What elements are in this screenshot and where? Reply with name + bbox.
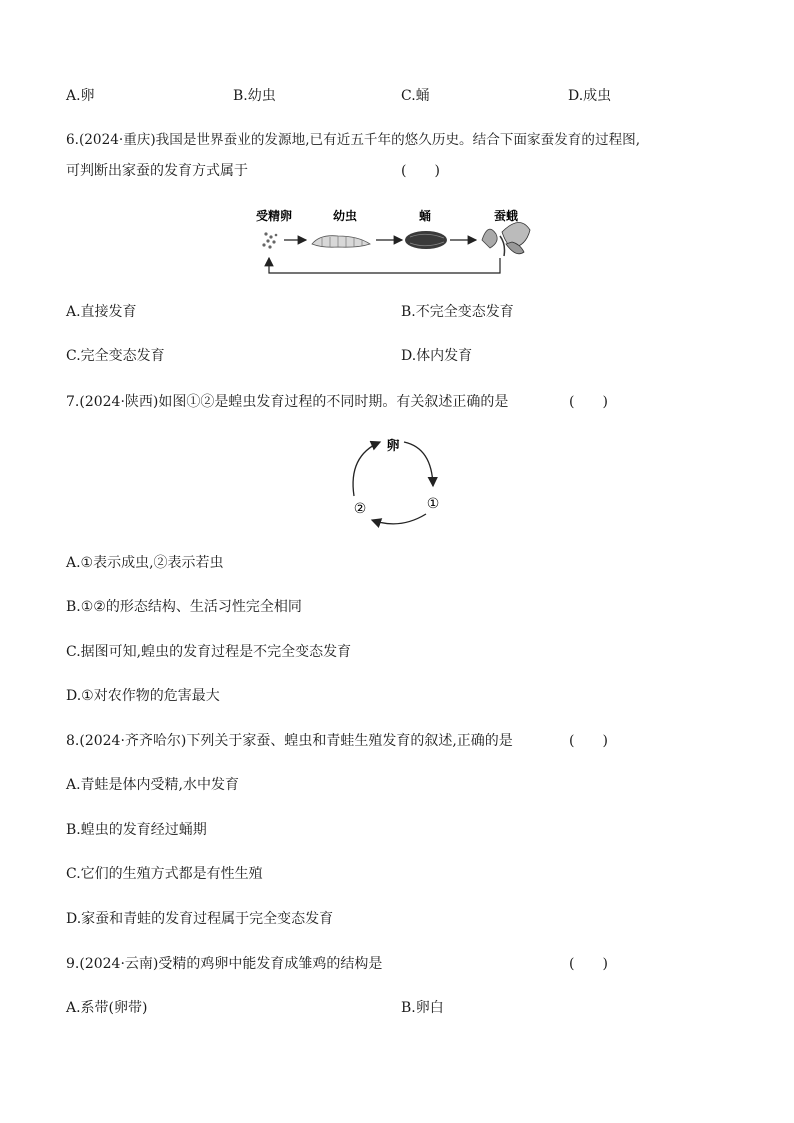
- q8-option-d: D.家蚕和青蛙的发育过程属于完全变态发育: [66, 911, 334, 927]
- q8-option-a: A.青蛙是体内受精,水中发育: [66, 777, 240, 793]
- cycle-label-egg: 卵: [386, 439, 400, 454]
- cycle-label-1: ①: [426, 496, 440, 512]
- q6-stem-line1: 6.(2024·重庆)我国是世界蚕业的发源地,已有近五千年的悠久历史。结合下面家蚕发育的过程图,: [66, 132, 641, 148]
- q9-option-a: A.系带(卵带): [66, 1000, 148, 1016]
- q9-stem: 9.(2024·云南)受精的鸡卵中能发育成雏鸡的结构是: [66, 956, 383, 972]
- locust-cycle-diagram: [340, 430, 450, 530]
- q5-option-d: D.成虫: [568, 88, 612, 104]
- arc-1-to-2: [372, 514, 426, 524]
- eggs-icon: [262, 232, 277, 248]
- q7-stem: 7.(2024·陕西)如图①②是蝗虫发育过程的不同时期。有关叙述正确的是: [66, 394, 509, 410]
- q7-option-a: A.①表示成虫,②表示若虫: [66, 555, 224, 571]
- q8-stem: 8.(2024·齐齐哈尔)下列关于家蚕、蝗虫和青蛙生殖发育的叙述,正确的是: [66, 733, 513, 749]
- q7-option-b: B.①②的形态结构、生活习性完全相同: [66, 599, 302, 615]
- moth-icon: [482, 222, 530, 256]
- stage-label-pupa: 蛹: [418, 209, 432, 223]
- stage-label-moth: 蚕蛾: [493, 209, 519, 223]
- q7-option-d: D.①对农作物的危害最大: [66, 688, 220, 704]
- cycle-label-2: ②: [353, 501, 367, 517]
- q6-option-d: D.体内发育: [401, 348, 473, 364]
- arc-2-to-egg: [353, 442, 380, 496]
- q9-answer-paren: ( ): [569, 956, 608, 972]
- q7-answer-paren: ( ): [569, 394, 608, 410]
- q5-option-b: B.幼虫: [233, 88, 276, 104]
- silkworm-lifecycle-diagram: [250, 200, 540, 280]
- q6-stem-line2: 可判断出家蚕的发育方式属于: [66, 163, 248, 179]
- pupa-icon: [405, 231, 447, 249]
- q7-option-c: C.据图可知,蝗虫的发育过程是不完全变态发育: [66, 644, 352, 660]
- q8-answer-paren: ( ): [569, 733, 608, 749]
- q6-option-a: A.直接发育: [66, 304, 137, 320]
- q9-option-b: B.卵白: [401, 1000, 444, 1016]
- stage-label-egg: 受精卵: [255, 209, 293, 223]
- larva-icon: [312, 236, 370, 248]
- q6-answer-paren: ( ): [401, 163, 440, 179]
- q8-option-b: B.蝗虫的发育经过蛹期: [66, 822, 207, 838]
- q6-option-c: C.完全变态发育: [66, 348, 165, 364]
- q5-option-c: C.蛹: [401, 88, 430, 104]
- arrow-moth-to-egg: [269, 258, 500, 273]
- q6-option-b: B.不完全变态发育: [401, 304, 514, 320]
- q5-option-a: A.卵: [66, 88, 95, 104]
- q8-option-c: C.它们的生殖方式都是有性生殖: [66, 866, 263, 882]
- stage-label-larva: 幼虫: [332, 209, 358, 223]
- arc-egg-to-1: [404, 442, 433, 486]
